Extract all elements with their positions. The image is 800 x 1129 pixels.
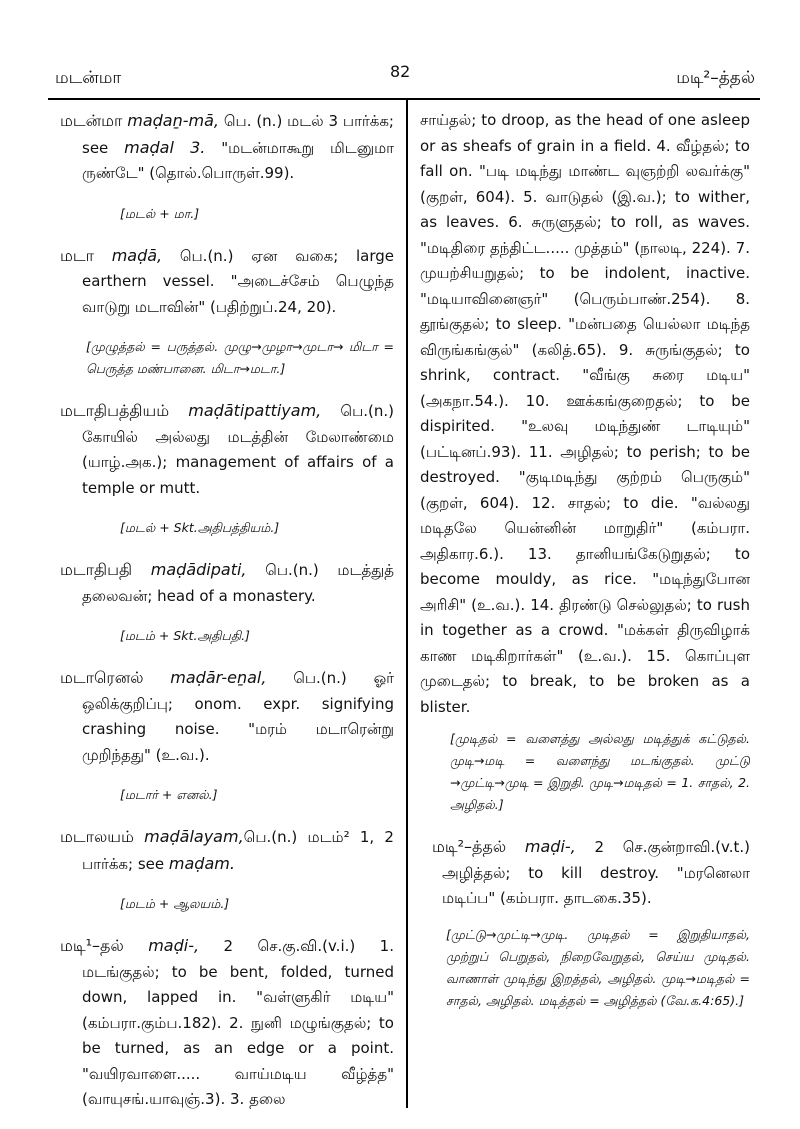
definition: பெ.(n.) ஏன வகை; large earthern vessel. "அடைச்சேம் பெழுந்த வாடுறு மடாவின்" (பதிற்றுப்.24, 20). xyxy=(82,246,394,316)
quotation: "மடன்மாகூறு மிடனுமா ருண்டே" (தொல்.பொருள்.99). xyxy=(82,138,395,182)
entry-madi-1 xyxy=(60,933,394,1113)
left-column xyxy=(60,108,394,1129)
headword: மடன்மா xyxy=(60,111,123,130)
entry-madi-2 xyxy=(420,834,750,912)
transliteration: maḍār-eṉal, xyxy=(170,668,267,687)
etymology: [மடம் + ஆலயம்.] xyxy=(120,896,230,911)
definition: பெ.(n.) ஓர் ஒலிக்குறிப்பு; onom. expr. signifying crashing noise. "மரம் மடாரென்று முறிந்தது" (உ.வ.). xyxy=(82,669,394,764)
entry-mada xyxy=(60,243,394,321)
cross-reference: maḍal 3. xyxy=(124,137,206,157)
definition: பெ. (n.) மடல் 3 பார்க்க; see xyxy=(82,112,394,157)
etymology: [முழுத்தல் = பருத்தல். முழு→முழா→முடா→ மிடா = பெருத்த மண்பானை. மிடா→மடா.] xyxy=(86,339,394,376)
column-divider xyxy=(406,98,408,1108)
etymology: [மடல் + Skt.அதிபத்தியம்.] xyxy=(120,520,280,535)
entry-madalayam xyxy=(60,824,394,877)
etymology: [மடல் + மா.] xyxy=(120,205,200,221)
header-right-guideword: மடி²–த்தல் xyxy=(676,68,755,88)
etymology: [முட்டு→முட்டி→முடி. முடிதல் = இறுதியாதல், முற்றுப் பெறுதல், நிறைவேறுதல், செய்ய முடிதல். வாணாள் முடிந்து இறத்தல், அழிதல். முடி→மடிதல் = சாதல், அழிதல். மடித்தல் = அழித்தல் (வே.க.4:65).] xyxy=(446,926,750,1008)
transliteration: maḍātipattiyam, xyxy=(188,401,322,420)
right-column xyxy=(420,108,750,1030)
cross-reference: maḍam. xyxy=(168,853,235,873)
headword: மடி¹–தல் xyxy=(60,936,124,955)
headword: மடாதிபத்தியம் xyxy=(60,401,170,420)
definition: 2 செ.குன்றாவி.(v.t.) அழித்தல்; to kill destroy. "மரனெலா மடிப்ப" (கம்பரா. தாடகை.35). xyxy=(442,838,750,907)
headword: மடி²–த்தல் xyxy=(432,837,507,856)
entry-madatipattiyam xyxy=(60,398,394,501)
transliteration: maḍi-, xyxy=(148,936,200,955)
definition: பெ.(n.) மடத்துத் தலைவன்; head of a monastery. xyxy=(82,561,394,605)
transliteration: maḍā, xyxy=(111,245,163,265)
header-left-guideword: மடன்மா xyxy=(55,68,122,88)
entry-madanma xyxy=(60,108,394,187)
etymology: [முடிதல் = வளைத்து அல்லது மடித்துக் கட்டுதல். முடி→மடி = வளைந்து மடங்குதல். முட்டு →முட்டி→முடி = இறுதி. முடி→மடிதல் = 1. சாதல், 2. அழிதல்.] xyxy=(450,731,750,812)
headword: மடா xyxy=(60,245,94,265)
header-rule xyxy=(48,98,760,100)
headword: மடாலயம் xyxy=(60,827,134,846)
entry-madi-1-continued: சாய்தல்; to droop, as the head of one asleep or as sheafs of grain in a field. 4. வீழ்தல்; to fall on. "படி மடிந்து மாண்ட வுஞற்றி லவர்க்கு" (குறள், 604). 5. வாடுதல் (இ.வ.); to wither, as leaves. 6. சுருளுதல்; to roll, as waves. "மடிதிரை தந்திட்ட..... முத்தம்" (நாலடி, 224). 7. முயற்சியறுதல்; to be indolent, inactive. "மடியாவினைஞர்" (பெரும்பாண்.254). 8. தூங்குதல்; to sleep. "மன்பதை யெல்லா மடிந்த விருங்கங்குல்" (கலித்.65). 9. சுருங்குதல்; to shrink, contract. "வீங்கு சுரை மடிய" (அகநா.54.). 10. ஊக்கங்குறைதல்; to be dispirited. "உலவு மடிந்துண் டாடியும்" (பட்டினப்.93). 11. அழிதல்; to perish; to be destroyed. "குடிமடிந்து குற்றம் பெருகும்" (குறள், 604). 12. சாதல்; to die. "வல்லது மடிதலே யென்னின் மாறுதிர்" (கம்பரா. அதிகார.6.). 13. தானியங்கேடுறுதல்; to become mouldy, as rice. "மடிந்துபோன அரிசி" (உ.வ.). 14. திரண்டு செல்லுதல்; to rush in together as a crowd. "மக்கள் திருவிழாக் காண மடிகிறார்கள்" (உ.வ.). 15. கொப்புள முடைதல்; to break, to be broken as a blister. xyxy=(420,111,750,716)
definition: பெ.(n.) மடம்² 1, 2 பார்க்க; see xyxy=(82,828,394,873)
entry-madadipati xyxy=(60,557,394,609)
transliteration: maḍaṉ-mā, xyxy=(127,111,219,130)
entry-madarenal xyxy=(60,665,394,768)
transliteration: maḍādipati, xyxy=(150,560,247,579)
page-header xyxy=(55,60,755,94)
definition: 2 செ.கு.வி.(v.i.) 1. மடங்குதல்; to be bent, folded, turned down, lapped in. "வள்ளுகிர் மடிய" (கம்பரா.கும்ப.182). 2. நுனி மழுங்குதல்; to be turned, as an edge or a point. "வயிரவாளை..... வாய்மடிய வீழ்த்த" (வாயுசங்.யாவுஞ்.3). 3. தலை xyxy=(82,937,394,1108)
headword: மடாரெனல் xyxy=(60,668,144,687)
transliteration: maḍi-, xyxy=(524,837,576,856)
etymology: [மடார் + எனல்.] xyxy=(120,787,218,802)
definition: பெ.(n.) கோயில் அல்லது மடத்தின் மேலாண்மை (யாழ்.அக.); management of affairs of a temple or mutt. xyxy=(82,402,394,497)
transliteration: maḍālayam, xyxy=(144,827,244,846)
etymology: [மடம் + Skt.அதிபதி.] xyxy=(120,628,250,643)
page-number: 82 xyxy=(390,62,411,81)
headword: மடாதிபதி xyxy=(60,560,133,579)
